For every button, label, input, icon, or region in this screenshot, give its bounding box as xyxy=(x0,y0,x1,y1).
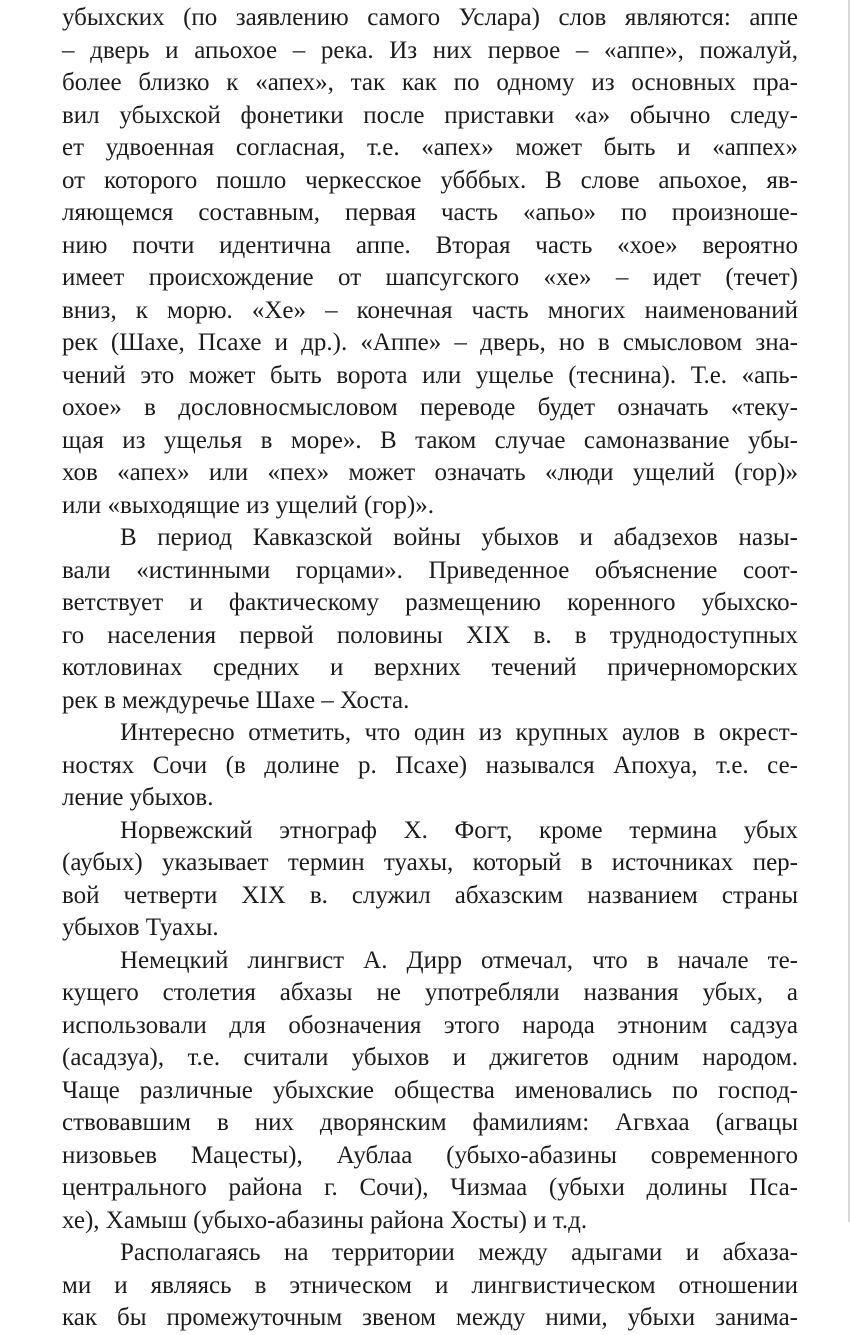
text-line: ляющемся составным, первая часть «апьо» по произноше- xyxy=(62,199,798,226)
text-line: ствовавшим в них дворянским фамилиям: Агвхаа (агвацы xyxy=(62,1109,798,1136)
text-line: ветствует и фактическому размещению коренного убыхско- xyxy=(62,589,798,616)
text-line: (асадзуа), т.е. считали убыхов и джигетов одним народом. xyxy=(62,1044,798,1071)
text-line: го населения первой половины XIX в. в труднодоступных xyxy=(62,621,798,649)
paragraph-end-line: рек в междуречье Шахе – Хоста. xyxy=(62,686,410,714)
text-line: котловинах средних и верхних течений причерноморских xyxy=(62,654,798,681)
text-line: – дверь и апьохое – река. Из них первое – «аппе», пожалуй, xyxy=(62,36,798,64)
text-line: кущего столетия абхазы не употребляли названия убых, а xyxy=(62,979,798,1006)
paragraph-end-line: или «выходящие из ущелий (гор)». xyxy=(62,491,434,519)
text-line: рек (Шахе, Псахе и др.). «Аппе» – дверь, но в смысловом зна- xyxy=(62,329,798,356)
text-line: вали «истинными горцами». Приведенное объяснение соот- xyxy=(62,556,798,584)
text-line: низовьев Мацесты), Аублаа (убыхо-абазины современного xyxy=(62,1141,798,1169)
text-line: убыхских (по заявлению самого Услара) слов являются: аппе xyxy=(62,4,798,31)
paragraph-start-line: Располагаясь на территории между адыгами и абхаза- xyxy=(120,1239,798,1266)
paragraph-end-line: ление убыхов. xyxy=(62,784,214,811)
text-line: хов «апех» или «пех» может означать «люди ущелий (гор)» xyxy=(62,459,798,486)
text-line: вой четверти XIX в. служил абхазским названием страны xyxy=(62,881,798,909)
text-line: центрального района г. Сочи), Чизмаа (убыхи долины Пса- xyxy=(62,1174,798,1201)
text-line: щая из ущелья в море». В таком случае самоназвание убы- xyxy=(62,426,798,454)
paragraph-end-line: убыхов Туахы. xyxy=(62,914,219,941)
paragraph-start-line: Норвежский этнограф Х. Фогт, кроме термина убых xyxy=(120,816,798,844)
text-line: чений это может быть ворота или ущелье (теснина). Т.е. «апь- xyxy=(62,361,798,389)
body-text xyxy=(62,2,798,1335)
text-line: использовали для обозначения этого народа этноним садзуа xyxy=(62,1011,798,1039)
text-line: ет удвоенная согласная, т.е. «апех» может быть и «аппех» xyxy=(62,134,798,161)
text-line: более близко к «апех», так как по одному из основных пра- xyxy=(62,69,798,96)
text-line: от которого пошло черкесское убббых. В слове апьохое, яв- xyxy=(62,166,798,194)
text-line: как бы промежуточным звеном между ними, убыхи занима- xyxy=(62,1304,798,1331)
paragraph-start-line: В период Кавказской войны убыхов и абадзехов назы- xyxy=(120,524,798,551)
text-line: охое» в дословносмысловом переводе будет означать «теку- xyxy=(62,394,798,421)
text-line: вниз, к морю. «Хе» – конечная часть многих наименований xyxy=(62,296,798,324)
paragraph-end-line: хе), Хамыш (убыхо-абазины района Хосты) и т.д. xyxy=(62,1206,588,1234)
text-line: (аубых) указывает термин туахы, который в источниках пер- xyxy=(62,849,798,876)
paragraph-start-line: Немецкий лингвист А. Дирр отмечал, что в начале те- xyxy=(120,946,798,974)
text-line: ностях Сочи (в долине р. Псахе) назывался Апохуа, т.е. се- xyxy=(62,751,798,779)
text-line: Чаще различные убыхские общества именовались по господ- xyxy=(62,1076,798,1104)
text-line: ми и являясь в этническом и лингвистическом отношении xyxy=(62,1271,798,1299)
paragraph-start-line: Интересно отметить, что один из крупных аулов в окрест- xyxy=(120,719,798,746)
text-line: вил убыхской фонетики после приставки «а» обычно следу- xyxy=(62,101,798,129)
text-line: нию почти идентична аппе. Вторая часть «хое» вероятно xyxy=(62,231,798,259)
text-line: имеет происхождение от шапсугского «хе» – идет (течет) xyxy=(62,264,798,291)
